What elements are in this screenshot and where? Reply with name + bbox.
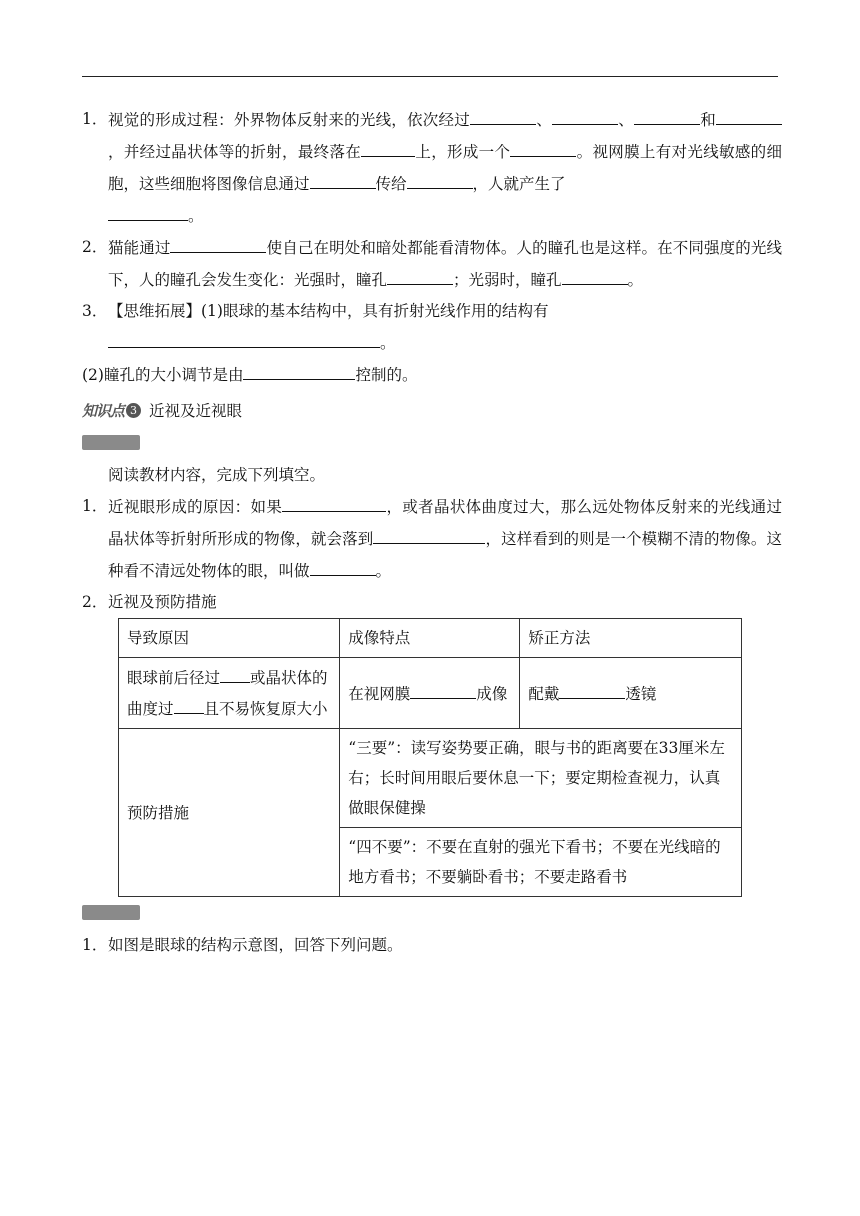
- blank[interactable]: [310, 555, 376, 576]
- blank[interactable]: [510, 136, 576, 157]
- myopia-table: [118, 618, 742, 897]
- blank[interactable]: [470, 104, 536, 125]
- question-number: 1．: [82, 936, 108, 954]
- blank[interactable]: [310, 168, 376, 189]
- question-3: 3． 【思维拓展】(1)眼球的基本结构中，具有折射光线作用的结构有 。: [82, 296, 782, 359]
- table-cell: 眼球前后径过 或晶状体的曲度过 且不易恢复原大小: [119, 658, 340, 729]
- practice-tag: [82, 897, 782, 930]
- blank[interactable]: [559, 678, 625, 699]
- table-row: [119, 658, 742, 729]
- question-number: 1．: [82, 497, 108, 515]
- question-2: 2． 猫能通过 使自己在明处和暗处都能看清物体。人的瞳孔也是这样。在不同强度的光线下，人的瞳孔会发生变化：光强时，瞳孔 ；光弱时，瞳孔 。: [82, 232, 782, 296]
- question-3-part-2: (2)瞳孔的大小调节是由 控制的。: [82, 359, 782, 391]
- knowledge-point-title: 近视及近视眼: [149, 402, 243, 420]
- blank[interactable]: [716, 104, 782, 125]
- blank[interactable]: [552, 104, 618, 125]
- question-number: 2．: [82, 238, 108, 256]
- blank[interactable]: [562, 264, 628, 285]
- blank[interactable]: [361, 136, 415, 157]
- table-header-cell: 成像特点: [340, 619, 520, 658]
- blank[interactable]: [282, 491, 386, 512]
- question-number: 3．: [82, 302, 108, 320]
- table-cell: “四不要”：不要在直射的强光下看书；不要在光线暗的地方看书；不要躺卧看书；不要走路看书: [340, 828, 742, 897]
- knowledge-point-number: 3: [126, 403, 141, 418]
- self-study-tag: [82, 427, 782, 460]
- tag-icon: [82, 905, 140, 920]
- table-cell: 在视网膜 成像: [340, 658, 520, 729]
- table-header-cell: 矫正方法: [520, 619, 742, 658]
- blank[interactable]: [373, 523, 485, 544]
- practice-question-1: 1． 如图是眼球的结构示意图，回答下列问题。: [82, 930, 782, 961]
- header-rule: [82, 76, 778, 77]
- knowledge-point-heading: [82, 393, 782, 427]
- intro-text: 阅读教材内容，完成下列填空。: [108, 466, 326, 484]
- blank[interactable]: [170, 232, 266, 253]
- myopia-question-2: 2． 近视及预防措施: [82, 587, 782, 618]
- question-number: 1．: [82, 110, 108, 128]
- blank[interactable]: [243, 359, 355, 380]
- table-cell: “三要”：读写姿势要正确，眼与书的距离要在33厘米左右；长时间用眼后要休息一下；要定期检查视力，认真做眼保健操: [340, 729, 742, 828]
- blank[interactable]: [220, 662, 250, 683]
- blank[interactable]: [634, 104, 700, 125]
- table-header-cell: 导致原因: [119, 619, 340, 658]
- question-1: 1． 视觉的形成过程：外界物体反射来的光线，依次经过 、 、 和，并经过晶状体等的折射，最终落在 上，形成一个 。视网膜上有对光线敏感的细胞，这些细胞将图像信息通过 传给 ，人就产生了 。: [82, 104, 782, 232]
- question-number: 2．: [82, 593, 108, 611]
- blank[interactable]: [387, 264, 453, 285]
- table-header-row: [119, 619, 742, 658]
- table-cell: 预防措施: [119, 729, 340, 897]
- myopia-question-1: 1． 近视眼形成的原因：如果 ，或者晶状体曲度过大，那么远处物体反射来的光线通过晶状体等折射所形成的物像，就会落到 ，这样看到的则是一个模糊不清的物像。这种看不清远处物体的眼，叫做 。: [82, 491, 782, 587]
- table-row: [119, 729, 742, 828]
- blank[interactable]: [108, 200, 188, 221]
- worksheet: [82, 104, 782, 961]
- table-cell: 配戴 透镜: [520, 658, 742, 729]
- blank[interactable]: [407, 168, 473, 189]
- knowledge-point-badge: 知识点: [82, 401, 125, 420]
- blank[interactable]: [174, 693, 204, 714]
- blank[interactable]: [410, 678, 476, 699]
- blank[interactable]: [108, 327, 380, 348]
- tag-icon: [82, 435, 140, 450]
